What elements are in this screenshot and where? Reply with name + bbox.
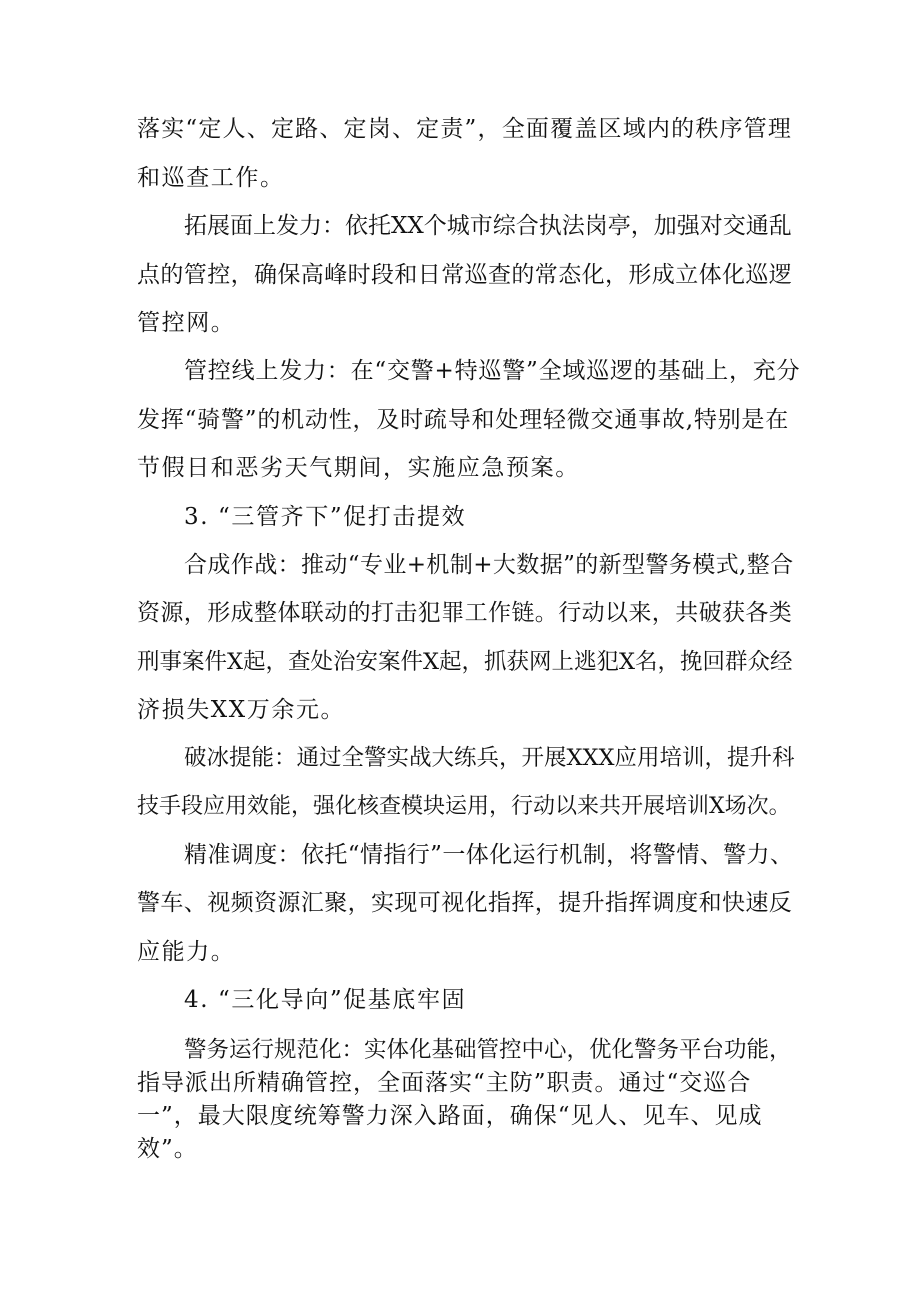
- paragraph-7-line-4: 效”。: [137, 1136, 198, 1162]
- paragraph-4-line-2: 资源，形成整体联动的打击犯罪工作链。行动以来，共破获各类: [137, 600, 793, 626]
- paragraph-3-line-1: 管控线上发力：在“交警+特巡警”全域巡逻的基础上，充分: [184, 358, 801, 384]
- paragraph-2-line-3: 管控网。: [137, 310, 236, 336]
- paragraph-5-line-1: 破冰提能：通过全警实战大练兵，开展XXX应用培训，提升科: [184, 745, 795, 771]
- paragraph-7-line-3: 一”，最大限度统筹警力深入路面，确保“见人、见车、见成: [137, 1103, 763, 1129]
- paragraph-1-line-2: 和巡查工作。: [137, 165, 285, 191]
- paragraph-6-line-1: 精准调度：依托“情指行”一体化运行机制，将警情、警力、: [184, 842, 794, 868]
- paragraph-2-line-2: 点的管控，确保高峰时段和日常巡查的常态化，形成立体化巡逻: [137, 262, 793, 288]
- section-heading-4: 4. “三化导向”促基底牢固: [184, 987, 467, 1013]
- paragraph-3-line-3: 节假日和恶劣天气期间，实施应急预案。: [137, 455, 580, 481]
- paragraph-1-line-1: 落实“定人、定路、定岗、定责”，全面覆盖区域内的秩序管理: [137, 116, 793, 142]
- section-heading-3: 3. “三管齐下”促打击提效: [184, 504, 467, 530]
- paragraph-5-line-2: 技手段应用效能，强化核查模块运用，行动以来共开展培训X场次。: [137, 794, 791, 819]
- paragraph-6-line-3: 应能力。: [137, 939, 236, 965]
- paragraph-7-line-2: 指导派出所精确管控，全面落实“主防”职责。通过“交巡合: [137, 1070, 752, 1096]
- paragraph-4-line-4: 济损失XX万余元。: [137, 697, 346, 723]
- paragraph-7-line-1: 警务运行规范化：实体化基础管控中心，优化警务平台功能，: [184, 1037, 792, 1063]
- paragraph-4-line-3: 刑事案件X起，查处治安案件X起，抓获网上逃犯X名，挽回群众经: [137, 649, 793, 675]
- paragraph-2-line-1: 拓展面上发力：依托XX个城市综合执法岗亭，加强对交通乱: [184, 213, 792, 239]
- paragraph-4-line-1: 合成作战：推动“专业+机制+大数据”的新型警务模式,整合: [184, 552, 794, 578]
- paragraph-3-line-2: 发挥“骑警”的机动性，及时疏导和处理轻微交通事故,特别是在: [137, 407, 790, 433]
- paragraph-6-line-2: 警车、视频资源汇聚，实现可视化指挥，提升指挥调度和快速反: [137, 890, 793, 916]
